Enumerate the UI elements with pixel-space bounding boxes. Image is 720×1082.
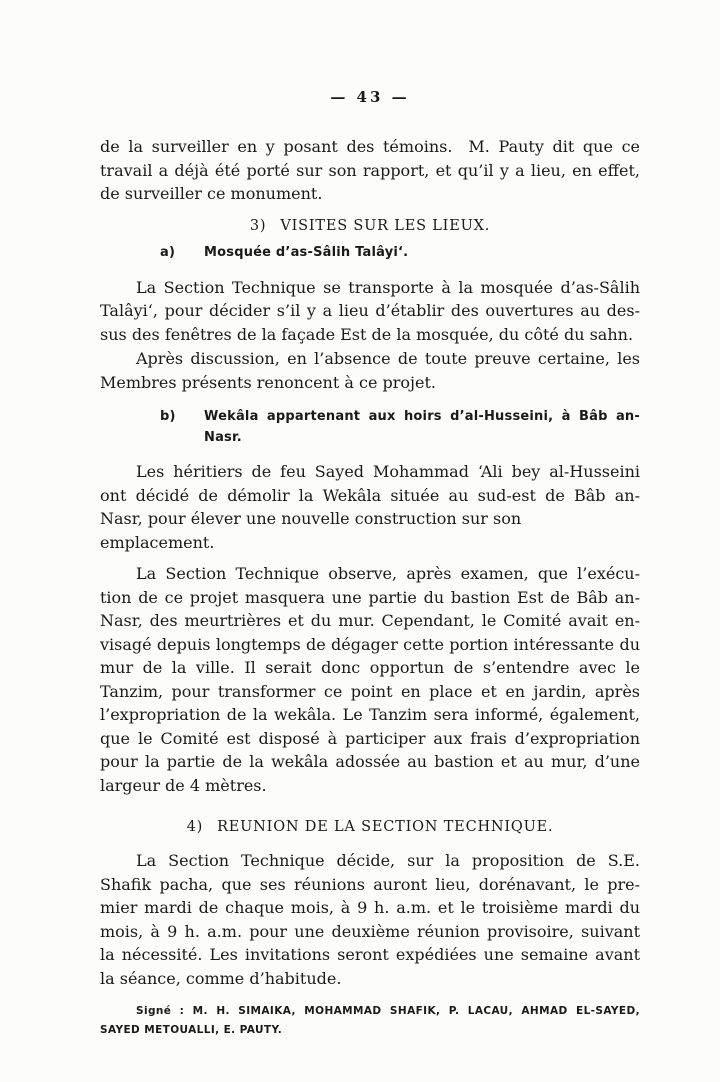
subsection-label: a) xyxy=(160,244,176,260)
paragraph xyxy=(100,135,640,206)
text-line: mier mardi de chaque mois, à 9 h. a.m. et le troisième mardi du xyxy=(100,898,640,917)
paragraph xyxy=(100,849,640,990)
text-line: la nécessité. Les invitations seront expédiées une semaine avant xyxy=(100,945,640,964)
text-line: Talâyi‘, pour décider s’il y a lieu d’établir des ouvertures au des- xyxy=(100,301,640,320)
section-heading-title: VISITES SUR LES LIEUX. xyxy=(280,217,491,234)
section-heading-number: 4) xyxy=(186,819,204,835)
text-line: la séance, comme d’habitude. xyxy=(100,968,342,988)
page-number: — 43 — xyxy=(330,88,410,106)
document-blocks xyxy=(100,135,640,1039)
text-line: l’expropriation de la wekâla. Le Tanzim sera informé, également, xyxy=(100,705,640,724)
text-line: tion de ce projet masquera une partie du bastion Est de Bâb an- xyxy=(100,587,640,607)
text-line: SAYED METOUALLI, E. PAUTY. xyxy=(100,1023,283,1036)
text-line: Nasr, des meurtrières et du mur. Cependant, le Comité avait en- xyxy=(100,611,640,630)
text-line: pour la partie de la wekâla adossée au bastion et au mur, d’une xyxy=(100,752,640,771)
text-line: Après discussion, en l’absence de toute preuve certaine, les xyxy=(136,349,640,368)
paragraph xyxy=(100,347,640,394)
text-line: Nasr, pour élever une nouvelle construction sur son emplacement. xyxy=(100,509,522,552)
text-line: La Section Technique observe, après examen, que l’exécu- xyxy=(136,564,640,583)
paragraph xyxy=(100,562,640,797)
signature-block xyxy=(100,1002,640,1039)
text-line: largeur de 4 mètres. xyxy=(100,775,267,795)
text-line: sus des fenêtres de la façade Est de la mosquée, du côté du sahn. xyxy=(100,324,634,344)
section-heading xyxy=(100,817,640,837)
text-line: La Section Technique se transporte à la mosquée d’as-Sâlih xyxy=(136,277,640,297)
text-line: visagé depuis longtemps de dégager cette portion intéressante du xyxy=(100,634,640,654)
paragraph xyxy=(100,460,640,554)
text-line: Wekâla appartenant aux hoirs d’al-Husseini, à Bâb an- xyxy=(204,409,640,424)
text-line: mois, à 9 h. a.m. pour une deuxième réunion provisoire, suivant xyxy=(100,921,640,941)
text-line: ont décidé de démolir la Wekâla située au sud-est de Bâb an- xyxy=(100,485,640,505)
subsection-heading xyxy=(100,242,640,263)
text-line: Signé : M. H. SIMAIKA, MOHAMMAD SHAFIK, P. LACAU, AHMAD EL-SAYED, xyxy=(136,1005,640,1017)
paragraph xyxy=(100,276,640,347)
section-heading-title: REUNION DE LA SECTION TECHNIQUE. xyxy=(217,819,554,835)
text-line: travail a déjà été porté sur son rapport, et qu’il y a lieu, en effet, xyxy=(100,160,640,180)
text-line: de la surveiller en y posant des témoins. M. Pauty dit que ce xyxy=(100,137,640,156)
text-line: La Section Technique décide, sur la proposition de S.E. xyxy=(136,851,640,870)
text-line: Shafik pacha, que ses réunions auront lieu, dorénavant, le pre- xyxy=(100,874,640,894)
text-line: Tanzim, pour transformer ce point en place et en jardin, après xyxy=(100,681,640,701)
subsection-title xyxy=(204,406,640,448)
subsection-label: b) xyxy=(160,409,176,424)
subsection-heading xyxy=(100,406,640,448)
text-line: mur de la ville. Il serait donc opportun de s’entendre avec le xyxy=(100,658,640,677)
text-line: Nasr. xyxy=(204,430,242,445)
text-line: de surveiller ce monument. xyxy=(100,184,323,203)
section-heading xyxy=(100,216,640,236)
text-line: Membres présents renoncent à ce projet. xyxy=(100,372,436,392)
text-line: que le Comité est disposé à participer aux frais d’expropriation xyxy=(100,728,640,748)
section-heading-number: 3) xyxy=(249,217,267,234)
subsection-title xyxy=(204,242,640,263)
text-line: Mosquée d’as-Sâlih Talâyi‘. xyxy=(204,244,409,260)
text-line: Les héritiers de feu Sayed Mohammad ‘Ali bey al-Husseini xyxy=(136,462,640,481)
